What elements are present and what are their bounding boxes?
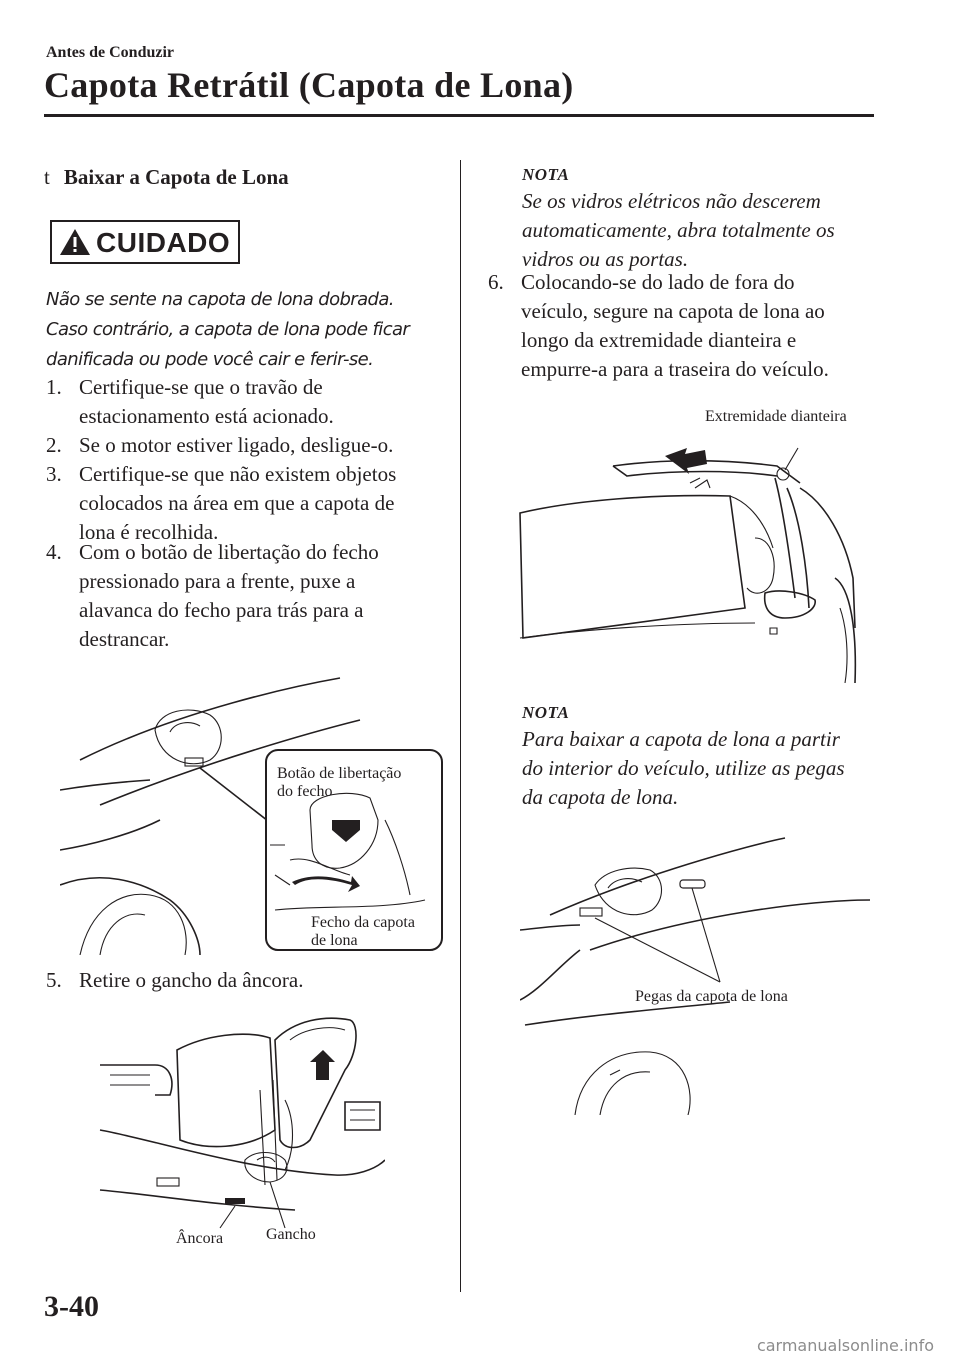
step-line: lona é recolhida. [79, 520, 219, 544]
step-line: alavanca do fecho para trás para a [79, 598, 364, 622]
step-number: 5. [46, 968, 62, 992]
page-title: Capota Retrátil (Capota de Lona) [44, 65, 574, 105]
footer-url[interactable]: carmanualsonline.info [756, 1336, 934, 1355]
page-number: 3-40 [44, 1290, 99, 1323]
handles-illustration [520, 830, 885, 1115]
caution-line: Não se sente na capota de lona dobrada. [46, 289, 394, 310]
note-line: vidros ou as portas. [522, 247, 689, 271]
note-line: automaticamente, abra totalmente os [522, 218, 835, 242]
section-label: Antes de Conduzir [46, 44, 175, 61]
note-line: da capota de lona. [522, 785, 679, 809]
subheading-marker: t [44, 165, 50, 189]
column-divider [460, 160, 461, 1292]
step-line: empurre-a para a traseira do veículo. [521, 357, 829, 381]
hook-anchor-illustration [95, 1010, 385, 1230]
label-handles: Pegas da capota de lona [635, 988, 788, 1005]
header-rule [44, 114, 874, 117]
caution-box [50, 220, 240, 264]
step-5 [46, 966, 456, 996]
step-line: estacionamento está acionado. [79, 404, 334, 428]
warning-icon [58, 227, 92, 257]
caution-label: CUIDADO [96, 227, 231, 258]
label-latch: Fecho da capota de lona [311, 914, 415, 949]
subheading-text: Baixar a Capota de Lona [63, 165, 289, 189]
car-illustration [515, 428, 870, 683]
latch-illustration [60, 670, 445, 955]
step-2 [46, 431, 456, 461]
note-1 [522, 165, 882, 274]
step-line: destrancar. [79, 627, 170, 651]
step-line: veículo, segure na capota de lona ao [521, 299, 825, 323]
step-4 [46, 538, 456, 658]
label-release-button: Botão de libertação do fecho [277, 765, 402, 800]
step-line: pressionado para a frente, puxe a [79, 569, 356, 593]
step-line: colocados na área em que a capota de [79, 491, 395, 515]
step-number: 3. [46, 462, 62, 486]
step-6 [488, 268, 908, 388]
step-line: Colocando-se do lado de fora do [521, 270, 795, 294]
caution-line: Caso contrário, a capota de lona pode ficar [46, 319, 410, 340]
note-heading: NOTA [522, 165, 570, 184]
label-front-edge: Extremidade dianteira [705, 408, 847, 425]
step-3 [46, 460, 456, 550]
label-anchor: Âncora [176, 1230, 224, 1247]
caution-text [46, 285, 446, 375]
step-1 [46, 373, 456, 433]
subheading [44, 165, 289, 190]
note-line: Para baixar a capota de lona a partir [522, 727, 840, 751]
step-number: 1. [46, 375, 62, 399]
step-line: longo da extremidade dianteira e [521, 328, 797, 352]
step-line: Certifique-se que não existem objetos [79, 462, 397, 486]
note-heading: NOTA [522, 703, 570, 722]
step-line: Com o botão de libertação do fecho [79, 540, 379, 564]
step-line: Certifique-se que o travão de [79, 375, 323, 399]
caution-line: danificada ou pode você cair e ferir-se. [46, 349, 374, 370]
step-number: 4. [46, 540, 62, 564]
step-line: Se o motor estiver ligado, desligue-o. [79, 433, 394, 457]
note-2 [522, 703, 882, 812]
step-number: 2. [46, 433, 62, 457]
note-line: Se os vidros elétricos não descerem [522, 189, 821, 213]
label-hook: Gancho [266, 1226, 316, 1243]
step-number: 6. [488, 270, 504, 294]
note-line: do interior do veículo, utilize as pegas [522, 756, 845, 780]
step-line: Retire o gancho da âncora. [79, 968, 304, 992]
